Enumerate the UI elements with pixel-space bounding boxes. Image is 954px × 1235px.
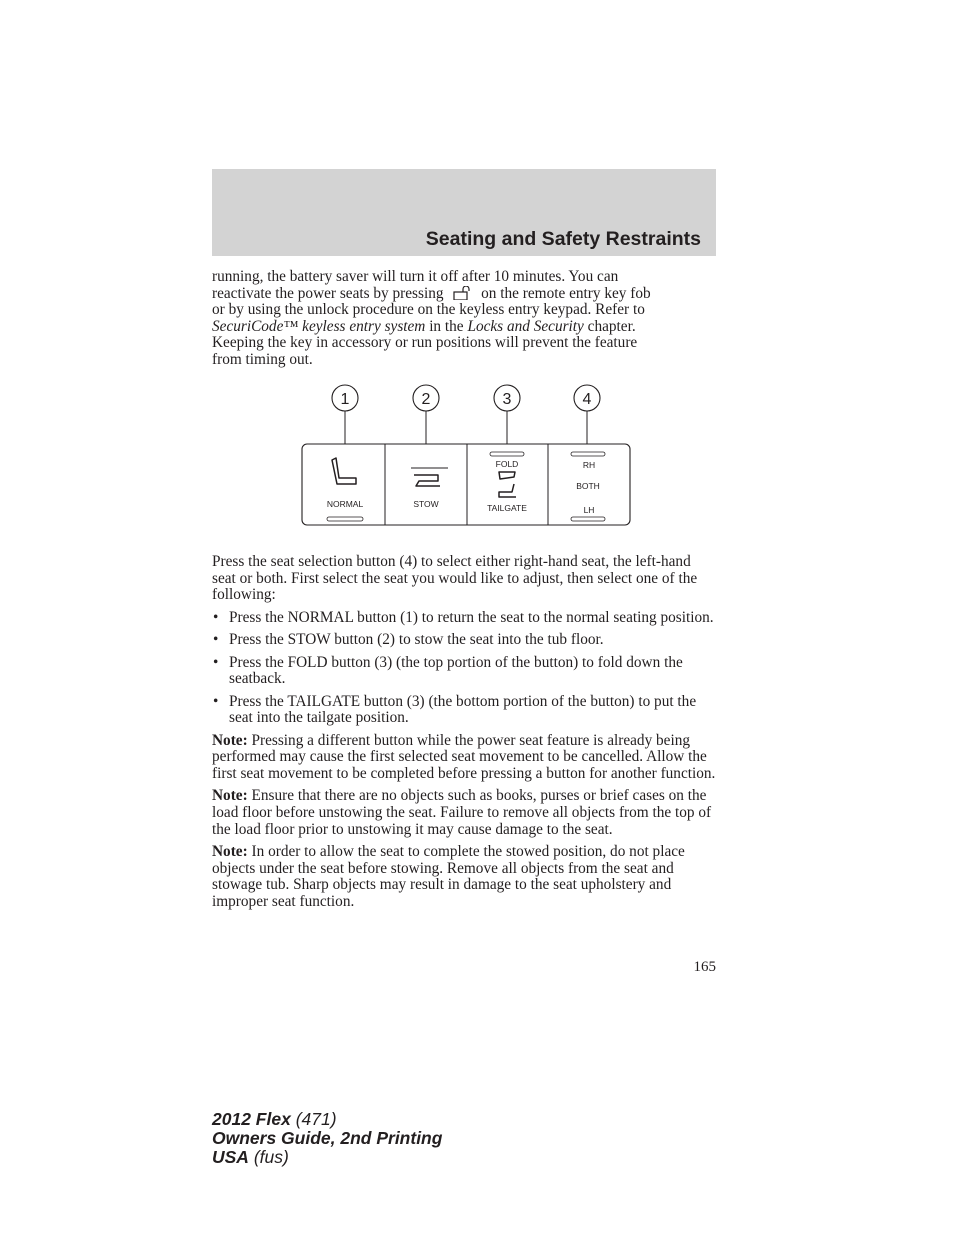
- seat-control-diagram: [300, 380, 634, 530]
- note-label: Note:: [212, 843, 248, 861]
- instructions-list: [212, 610, 718, 727]
- callout-2: [413, 385, 439, 444]
- intro-line: running, the battery saver will turn it off after 10 minutes. You can: [212, 268, 619, 285]
- reference-chapter: Locks and Security: [467, 317, 584, 335]
- intro-line: SecuriCode™ keyless entry system in the Locks and Security chapter.: [212, 317, 636, 335]
- svg-text:RH: RH: [582, 460, 596, 470]
- svg-text:3: 3: [502, 391, 512, 408]
- list-item: • Press the FOLD button (3) (the top portion of the button) to fold down the seatback.: [212, 655, 718, 688]
- footer: [212, 1110, 442, 1167]
- svg-text:TAILGATE: TAILGATE: [487, 503, 527, 513]
- main-content: [212, 554, 718, 916]
- note-paragraph: Note: Pressing a different button while the power seat feature is already being performed may cause the first selected seat movement to be cancelled. Allow the first seat movement to be completed before pressing a button for another function.: [212, 731, 716, 782]
- callout-3: [494, 385, 520, 444]
- page-number: 165: [693, 959, 716, 975]
- callout-1: [332, 385, 358, 444]
- svg-text:STOW: STOW: [413, 499, 439, 509]
- svg-text:NORMAL: NORMAL: [326, 499, 364, 509]
- svg-text:1: 1: [340, 391, 350, 408]
- unlock-icon: [447, 286, 477, 300]
- note-paragraph: Note: In order to allow the seat to complete the stowed position, do not place objects under the seat before stowing. Remove all objects from the seat and stowage tub. Sharp objects may result in damage to the seat upholstery and improper seat function.: [212, 843, 685, 910]
- footer-model-line: 2012 Flex (471): [212, 1109, 337, 1129]
- intro-line: from timing out.: [212, 350, 313, 368]
- intro-line: or by using the unlock procedure on the keyless entry keypad. Refer to: [212, 301, 645, 319]
- note-paragraph: Note: Ensure that there are no objects such as books, purses or brief cases on the load floor before unstowing the seat. Failure to remove all objects from the top of the load floor prior to unstowing it may cause damage to the seat.: [212, 787, 712, 838]
- svg-text:BOTH: BOTH: [576, 481, 600, 491]
- list-item: • Press the TAILGATE button (3) (the bottom portion of the button) to put the seat into the tailgate position.: [212, 694, 718, 727]
- list-item: • Press the NORMAL button (1) to return the seat to the normal seating position.: [212, 610, 718, 627]
- svg-text:LH: LH: [583, 505, 595, 515]
- note-label: Note:: [212, 731, 248, 749]
- intro-paragraph: [212, 269, 718, 369]
- instructions-paragraph: Press the seat selection button (4) to select either right-hand seat, the left-hand seat or both. First select the seat you would like to adjust, then select one of the following:: [212, 553, 698, 604]
- footer-market-line: USA (fus): [212, 1147, 289, 1167]
- svg-text:4: 4: [582, 391, 592, 408]
- svg-text:FOLD: FOLD: [495, 459, 519, 469]
- section-title: Seating and Safety Restraints: [425, 228, 701, 250]
- intro-line: reactivate the power seats by pressing on the remote entry key fob: [212, 284, 651, 302]
- list-item: • Press the STOW button (2) to stow the seat into the tub floor.: [212, 632, 718, 649]
- section-header-band: [212, 169, 716, 256]
- reference-system: SecuriCode™ keyless entry system: [212, 317, 426, 335]
- intro-line: Keeping the key in accessory or run positions will prevent the feature: [212, 334, 638, 352]
- note-label: Note:: [212, 787, 248, 805]
- footer-guide-line: Owners Guide, 2nd Printing: [212, 1128, 443, 1148]
- callout-4: [574, 385, 600, 444]
- svg-text:2: 2: [421, 391, 431, 408]
